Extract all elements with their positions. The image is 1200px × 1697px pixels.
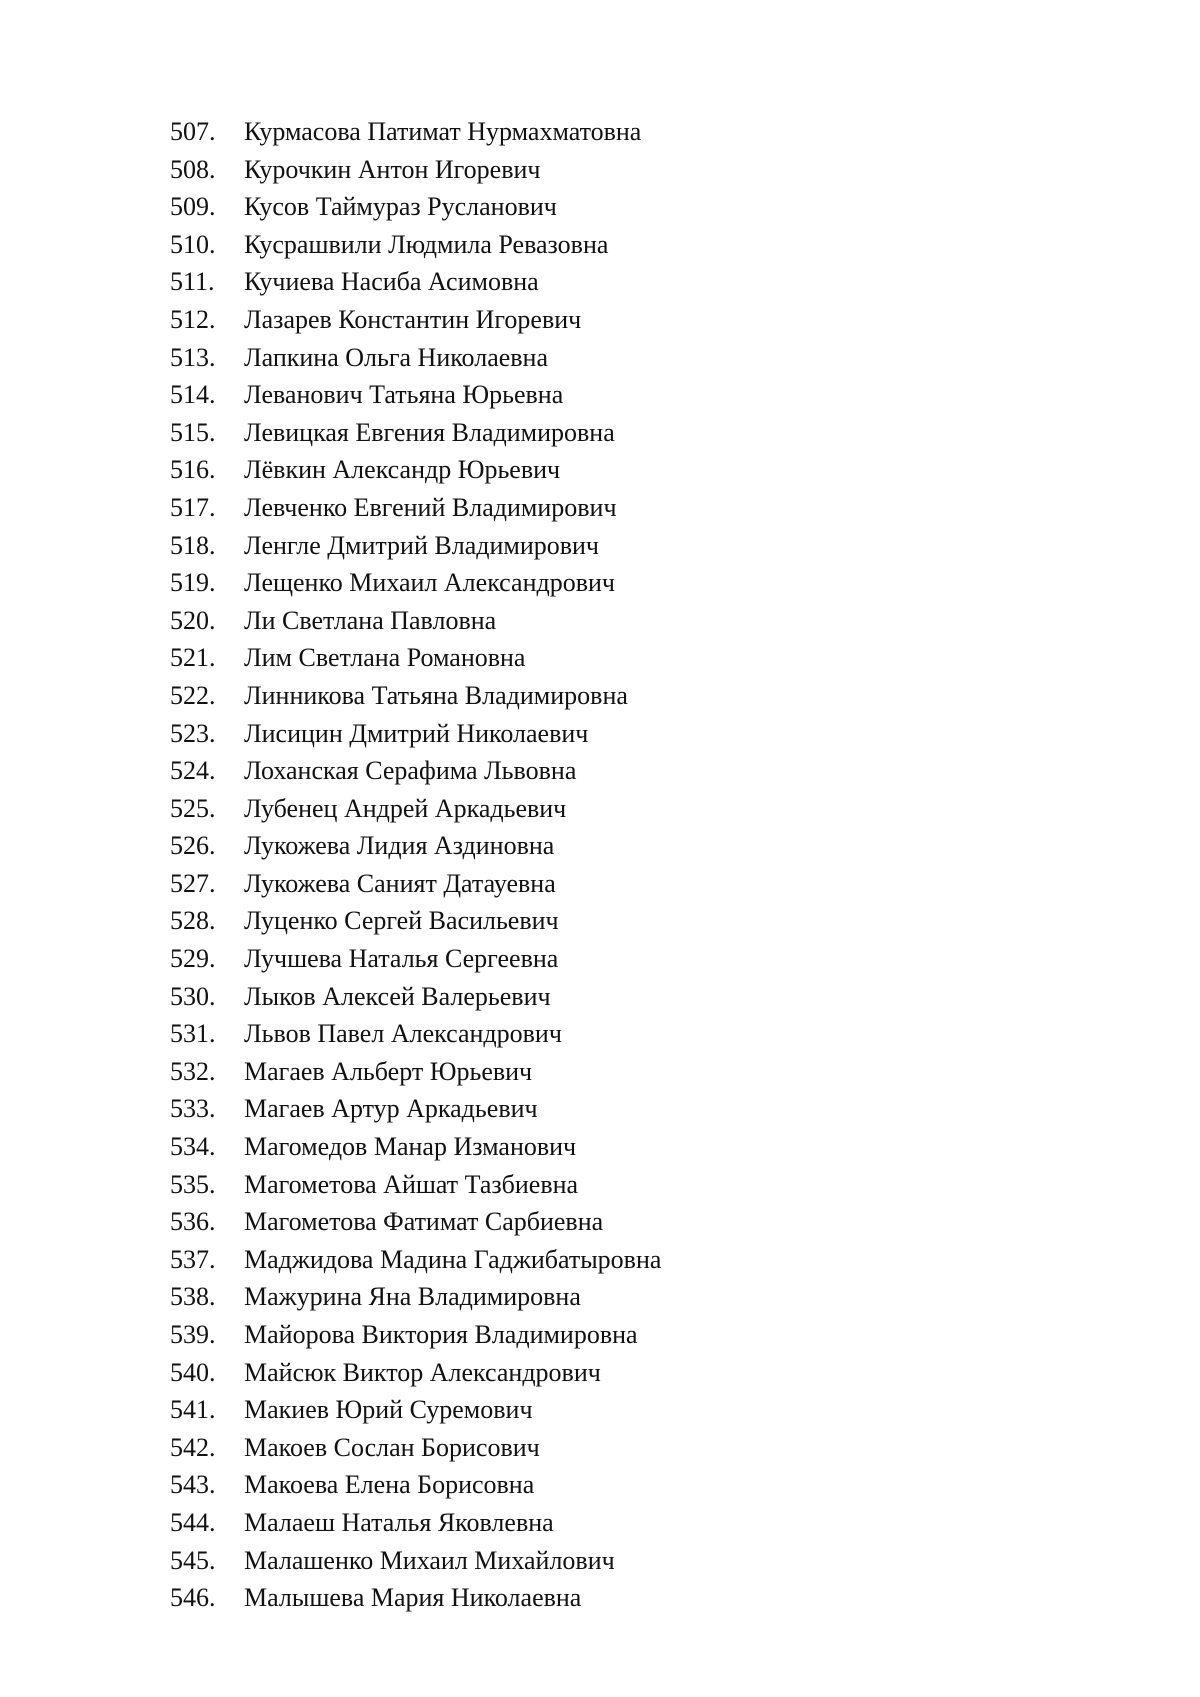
entry-number: 542. (170, 1432, 216, 1462)
entry-name: Левицкая Евгения Владимировна (244, 417, 615, 447)
entry-number: 518. (170, 530, 216, 560)
entry-number: 531. (170, 1019, 216, 1049)
entry-number: 537. (170, 1244, 216, 1274)
entry-name: Лукожева Саният Датауевна (244, 868, 556, 898)
entry-number: 521. (170, 643, 216, 673)
entry-name: Магометова Айшат Тазбиевна (244, 1169, 579, 1199)
entry-number: 509. (170, 192, 216, 222)
entry-name: Левченко Евгений Владимирович (244, 492, 617, 522)
entry-number: 538. (170, 1282, 216, 1312)
entry-number: 541. (170, 1395, 216, 1425)
entry-number: 530. (170, 981, 216, 1011)
entry-number: 514. (170, 380, 216, 410)
entry-number: 516. (170, 455, 216, 485)
entry-number: 536. (170, 1207, 216, 1237)
entry-name: Макоева Елена Борисовна (244, 1470, 535, 1500)
entry-name: Майсюк Виктор Александрович (244, 1357, 601, 1387)
entry-number: 508. (170, 154, 216, 184)
entry-number: 539. (170, 1320, 216, 1349)
entry-name: Мажурина Яна Владимировна (244, 1282, 581, 1312)
entry-number: 545. (170, 1545, 216, 1575)
entry-name: Магаев Альберт Юрьевич (244, 1056, 533, 1086)
entry-number: 528. (170, 906, 216, 936)
entry-name: Лыков Алексей Валерьевич (244, 981, 551, 1011)
entry-number: 519. (170, 568, 216, 598)
entry-name: Ленгле Дмитрий Владимирович (244, 530, 600, 560)
entry-name: Лоханская Серафима Львовна (244, 756, 577, 786)
entry-name: Лещенко Михаил Александрович (244, 568, 615, 598)
entry-name: Макоев Сослан Борисович (244, 1432, 540, 1462)
entry-number: 526. (170, 831, 216, 861)
entry-number: 527. (170, 868, 216, 898)
entry-name: Магометова Фатимат Сарбиевна (244, 1207, 604, 1237)
entry-name: Кусрашвили Людмила Ревазовна (244, 229, 609, 259)
entry-number: 524. (170, 756, 216, 786)
entry-number: 543. (170, 1470, 216, 1500)
entry-number: 515. (170, 417, 216, 447)
entry-number: 510. (170, 229, 216, 259)
entry-name: Кусов Таймураз Русланович (244, 192, 557, 222)
entry-number: 513. (170, 342, 216, 372)
entry-name: Линникова Татьяна Владимировна (244, 680, 628, 710)
entry-name: Лёвкин Александр Юрьевич (244, 455, 561, 485)
entry-name: Лучшева Наталья Сергеевна (244, 944, 559, 974)
entry-number: 525. (170, 793, 216, 823)
entry-name: Макиев Юрий Суремович (244, 1395, 533, 1425)
entry-name: Малашенко Михаил Михайлович (244, 1545, 615, 1575)
entry-name: Луценко Сергей Васильевич (244, 906, 559, 936)
entry-name: Майорова Виктория Владимировна (244, 1320, 638, 1349)
entry-number: 540. (170, 1357, 216, 1387)
entry-name: Леванович Татьяна Юрьевна (244, 380, 564, 410)
entry-name: Лисицин Дмитрий Николаевич (244, 718, 589, 748)
entry-name: Лапкина Ольга Николаевна (244, 342, 549, 372)
entry-name: Кучиева Насиба Асимовна (244, 267, 539, 297)
entry-name: Лукожева Лидия Аздиновна (244, 831, 555, 861)
entry-number: 507. (170, 117, 216, 146)
entry-name: Малаеш Наталья Яковлевна (244, 1507, 554, 1537)
entry-name: Лазарев Константин Игоревич (244, 304, 582, 334)
entry-name: Магаев Артур Аркадьевич (244, 1094, 538, 1124)
entry-name: Магомедов Манар Изманович (244, 1132, 577, 1162)
entry-name: Малышева Мария Николаевна (244, 1583, 582, 1613)
entry-name: Лим Светлана Романовна (244, 643, 526, 673)
entry-name: Ли Светлана Павловна (244, 605, 497, 635)
entry-number: 533. (170, 1094, 216, 1124)
entry-name: Львов Павел Александрович (244, 1019, 562, 1049)
entry-number: 520. (170, 605, 216, 635)
entry-name: Курочкин Антон Игоревич (244, 154, 541, 184)
entry-number: 523. (170, 718, 216, 748)
entry-number: 532. (170, 1056, 216, 1086)
entry-name: Курмасова Патимат Нурмахматовна (244, 117, 642, 146)
entry-number: 511. (170, 267, 215, 297)
entry-number: 546. (170, 1583, 216, 1613)
entry-number: 534. (170, 1132, 216, 1162)
entry-number: 529. (170, 944, 216, 974)
entry-number: 544. (170, 1507, 216, 1537)
entry-number: 522. (170, 680, 216, 710)
entry-name: Лубенец Андрей Аркадьевич (244, 793, 567, 823)
entry-number: 517. (170, 492, 216, 522)
entry-name: Маджидова Мадина Гаджибатыровна (244, 1244, 662, 1274)
entry-number: 512. (170, 304, 216, 334)
entry-number: 535. (170, 1169, 216, 1199)
